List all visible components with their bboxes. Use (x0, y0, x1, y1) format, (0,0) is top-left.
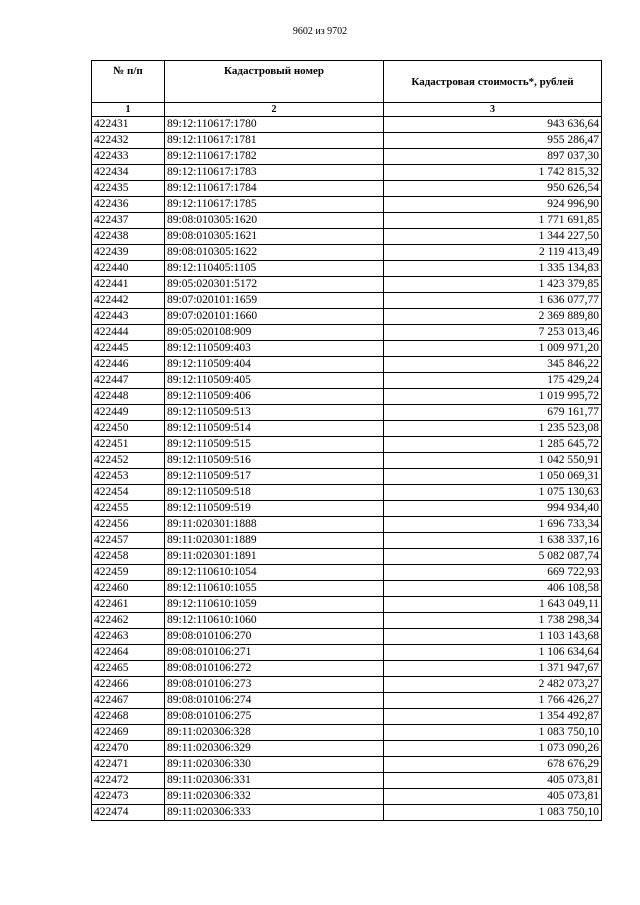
cadastral-number-cell: 89:12:110509:514 (165, 421, 384, 437)
table-row (92, 677, 602, 693)
row-number-cell: 422469 (92, 725, 165, 741)
cadastral-value-cell: 1 083 750,10 (384, 805, 602, 821)
cadastral-value-cell: 1 009 971,20 (384, 341, 602, 357)
table-row (92, 373, 602, 389)
cadastral-number-cell: 89:12:110610:1059 (165, 597, 384, 613)
cadastral-number-cell: 89:12:110509:519 (165, 501, 384, 517)
cadastral-value-cell: 405 073,81 (384, 789, 602, 805)
row-number-cell: 422474 (92, 805, 165, 821)
cadastral-number-cell: 89:12:110610:1055 (165, 581, 384, 597)
row-number-cell: 422467 (92, 693, 165, 709)
table-row (92, 533, 602, 549)
cadastral-number-cell: 89:08:010305:1620 (165, 213, 384, 229)
table-row (92, 181, 602, 197)
row-number-cell: 422436 (92, 197, 165, 213)
table-row (92, 613, 602, 629)
cadastral-number-cell: 89:12:110610:1054 (165, 565, 384, 581)
cadastral-value-cell: 406 108,58 (384, 581, 602, 597)
table-row (92, 485, 602, 501)
cadastral-value-cell: 1 643 049,11 (384, 597, 602, 613)
row-number-cell: 422463 (92, 629, 165, 645)
cadastral-number-cell: 89:12:110509:403 (165, 341, 384, 357)
cadastral-number-cell: 89:08:010106:275 (165, 709, 384, 725)
row-number-cell: 422445 (92, 341, 165, 357)
column-number-3: 3 (384, 103, 602, 117)
table-row (92, 773, 602, 789)
row-number-cell: 422462 (92, 613, 165, 629)
row-number-cell: 422440 (92, 261, 165, 277)
cadastral-value-cell: 1 073 090,26 (384, 741, 602, 757)
row-number-cell: 422437 (92, 213, 165, 229)
cadastral-value-cell: 1 636 077,77 (384, 293, 602, 309)
table-row (92, 549, 602, 565)
cadastral-value-cell: 2 482 073,27 (384, 677, 602, 693)
cadastral-number-cell: 89:11:020301:1888 (165, 517, 384, 533)
cadastral-number-cell: 89:12:110617:1781 (165, 133, 384, 149)
table-row (92, 341, 602, 357)
table-row (92, 629, 602, 645)
cadastral-value-cell: 1 766 426,27 (384, 693, 602, 709)
column-number-1: 1 (92, 103, 165, 117)
cadastral-value-cell: 1 696 733,34 (384, 517, 602, 533)
table-header-row (92, 61, 602, 103)
cadastral-number-cell: 89:12:110509:516 (165, 453, 384, 469)
cadastral-value-cell: 1 344 227,50 (384, 229, 602, 245)
cadastral-number-cell: 89:12:110509:517 (165, 469, 384, 485)
cadastral-value-cell: 2 119 413,49 (384, 245, 602, 261)
cadastral-number-cell: 89:11:020306:329 (165, 741, 384, 757)
cadastral-value-cell: 7 253 013,46 (384, 325, 602, 341)
table-row (92, 405, 602, 421)
table-row (92, 149, 602, 165)
cadastral-number-cell: 89:12:110617:1784 (165, 181, 384, 197)
cadastral-value-table (91, 60, 602, 821)
cadastral-number-cell: 89:11:020306:330 (165, 757, 384, 773)
table-row (92, 245, 602, 261)
row-number-cell: 422464 (92, 645, 165, 661)
cadastral-number-cell: 89:12:110509:513 (165, 405, 384, 421)
cadastral-number-cell: 89:12:110509:515 (165, 437, 384, 453)
table-row (92, 709, 602, 725)
row-number-cell: 422465 (92, 661, 165, 677)
cadastral-number-cell: 89:12:110509:518 (165, 485, 384, 501)
cadastral-number-cell: 89:11:020301:1889 (165, 533, 384, 549)
cadastral-number-cell: 89:08:010305:1622 (165, 245, 384, 261)
cadastral-value-cell: 1 083 750,10 (384, 725, 602, 741)
row-number-cell: 422454 (92, 485, 165, 501)
table-row (92, 565, 602, 581)
row-number-cell: 422450 (92, 421, 165, 437)
table-row (92, 421, 602, 437)
row-number-cell: 422433 (92, 149, 165, 165)
table-row (92, 133, 602, 149)
table-row (92, 197, 602, 213)
row-number-cell: 422446 (92, 357, 165, 373)
cadastral-number-cell: 89:05:020108:909 (165, 325, 384, 341)
row-number-cell: 422435 (92, 181, 165, 197)
table-row (92, 325, 602, 341)
cadastral-value-cell: 175 429,24 (384, 373, 602, 389)
cadastral-number-cell: 89:11:020306:331 (165, 773, 384, 789)
cadastral-value-cell: 1 638 337,16 (384, 533, 602, 549)
table-row (92, 357, 602, 373)
cadastral-number-cell: 89:12:110509:406 (165, 389, 384, 405)
cadastral-value-cell: 5 082 087,74 (384, 549, 602, 565)
table-row (92, 581, 602, 597)
cadastral-number-cell: 89:12:110617:1782 (165, 149, 384, 165)
header-cadastral-value: Кадастровая стоимость*, рублей (384, 61, 602, 103)
cadastral-value-cell: 405 073,81 (384, 773, 602, 789)
cadastral-number-cell: 89:08:010106:270 (165, 629, 384, 645)
row-number-cell: 422438 (92, 229, 165, 245)
cadastral-number-cell: 89:11:020301:1891 (165, 549, 384, 565)
table-row (92, 517, 602, 533)
cadastral-value-cell: 943 636,64 (384, 117, 602, 133)
cadastral-value-cell: 1 738 298,34 (384, 613, 602, 629)
table-row (92, 165, 602, 181)
row-number-cell: 422468 (92, 709, 165, 725)
row-number-cell: 422461 (92, 597, 165, 613)
table-row (92, 261, 602, 277)
row-number-cell: 422434 (92, 165, 165, 181)
cadastral-value-cell: 345 846,22 (384, 357, 602, 373)
table-row (92, 501, 602, 517)
row-number-cell: 422447 (92, 373, 165, 389)
table-row (92, 757, 602, 773)
cadastral-value-cell: 994 934,40 (384, 501, 602, 517)
cadastral-number-cell: 89:11:020306:328 (165, 725, 384, 741)
row-number-cell: 422439 (92, 245, 165, 261)
cadastral-value-cell: 1 106 634,64 (384, 645, 602, 661)
cadastral-number-cell: 89:12:110509:404 (165, 357, 384, 373)
cadastral-number-cell: 89:12:110617:1785 (165, 197, 384, 213)
cadastral-number-cell: 89:12:110405:1105 (165, 261, 384, 277)
row-number-cell: 422458 (92, 549, 165, 565)
table-row (92, 293, 602, 309)
cadastral-number-cell: 89:08:010106:273 (165, 677, 384, 693)
cadastral-number-cell: 89:07:020101:1659 (165, 293, 384, 309)
row-number-cell: 422472 (92, 773, 165, 789)
cadastral-number-cell: 89:12:110617:1783 (165, 165, 384, 181)
cadastral-value-cell: 950 626,54 (384, 181, 602, 197)
cadastral-value-cell: 679 161,77 (384, 405, 602, 421)
cadastral-number-cell: 89:11:020306:332 (165, 789, 384, 805)
cadastral-value-cell: 1 042 550,91 (384, 453, 602, 469)
cadastral-number-cell: 89:08:010106:272 (165, 661, 384, 677)
table-row (92, 453, 602, 469)
row-number-cell: 422466 (92, 677, 165, 693)
row-number-cell: 422452 (92, 453, 165, 469)
cadastral-value-cell: 1 050 069,31 (384, 469, 602, 485)
cadastral-value-cell: 2 369 889,80 (384, 309, 602, 325)
row-number-cell: 422470 (92, 741, 165, 757)
table-row (92, 725, 602, 741)
table-row (92, 437, 602, 453)
table-row (92, 277, 602, 293)
column-number-2: 2 (165, 103, 384, 117)
table-row (92, 229, 602, 245)
cadastral-value-cell: 1 335 134,83 (384, 261, 602, 277)
row-number-cell: 422442 (92, 293, 165, 309)
row-number-cell: 422443 (92, 309, 165, 325)
cadastral-value-cell: 955 286,47 (384, 133, 602, 149)
page-number: 9602 из 9702 (292, 26, 348, 37)
header-cadastral-number: Кадастровый номер (165, 61, 384, 103)
cadastral-value-cell: 1 423 379,85 (384, 277, 602, 293)
table-row (92, 805, 602, 821)
table-row (92, 597, 602, 613)
cadastral-number-cell: 89:11:020306:333 (165, 805, 384, 821)
table-row (92, 741, 602, 757)
cadastral-value-cell: 1 771 691,85 (384, 213, 602, 229)
row-number-cell: 422453 (92, 469, 165, 485)
cadastral-number-cell: 89:05:020301:5172 (165, 277, 384, 293)
cadastral-number-cell: 89:07:020101:1660 (165, 309, 384, 325)
cadastral-number-cell: 89:12:110509:405 (165, 373, 384, 389)
cadastral-value-cell: 1 019 995,72 (384, 389, 602, 405)
table-row (92, 661, 602, 677)
row-number-cell: 422459 (92, 565, 165, 581)
cadastral-value-cell: 1 354 492,87 (384, 709, 602, 725)
row-number-cell: 422451 (92, 437, 165, 453)
row-number-cell: 422449 (92, 405, 165, 421)
cadastral-value-cell: 1 285 645,72 (384, 437, 602, 453)
row-number-cell: 422460 (92, 581, 165, 597)
cadastral-value-cell: 1 235 523,08 (384, 421, 602, 437)
table-row (92, 645, 602, 661)
row-number-cell: 422432 (92, 133, 165, 149)
row-number-cell: 422448 (92, 389, 165, 405)
cadastral-number-cell: 89:12:110617:1780 (165, 117, 384, 133)
row-number-cell: 422473 (92, 789, 165, 805)
cadastral-number-cell: 89:12:110610:1060 (165, 613, 384, 629)
cadastral-value-cell: 1 742 815,32 (384, 165, 602, 181)
row-number-cell: 422457 (92, 533, 165, 549)
table-row (92, 213, 602, 229)
cadastral-value-cell: 897 037,30 (384, 149, 602, 165)
row-number-cell: 422455 (92, 501, 165, 517)
table-body (92, 117, 602, 821)
cadastral-number-cell: 89:08:010106:271 (165, 645, 384, 661)
cadastral-value-cell: 678 676,29 (384, 757, 602, 773)
table-row (92, 469, 602, 485)
cadastral-value-cell: 924 996,90 (384, 197, 602, 213)
cadastral-value-cell: 1 371 947,67 (384, 661, 602, 677)
table-row (92, 117, 602, 133)
table-row (92, 389, 602, 405)
row-number-cell: 422441 (92, 277, 165, 293)
cadastral-number-cell: 89:08:010305:1621 (165, 229, 384, 245)
column-number-row (92, 103, 602, 117)
table-row (92, 309, 602, 325)
table-row (92, 789, 602, 805)
row-number-cell: 422431 (92, 117, 165, 133)
cadastral-value-cell: 1 103 143,68 (384, 629, 602, 645)
row-number-cell: 422444 (92, 325, 165, 341)
cadastral-value-cell: 1 075 130,63 (384, 485, 602, 501)
cadastral-number-cell: 89:08:010106:274 (165, 693, 384, 709)
header-row-number: № п/п (92, 61, 165, 103)
row-number-cell: 422456 (92, 517, 165, 533)
cadastral-value-cell: 669 722,93 (384, 565, 602, 581)
row-number-cell: 422471 (92, 757, 165, 773)
table-row (92, 693, 602, 709)
